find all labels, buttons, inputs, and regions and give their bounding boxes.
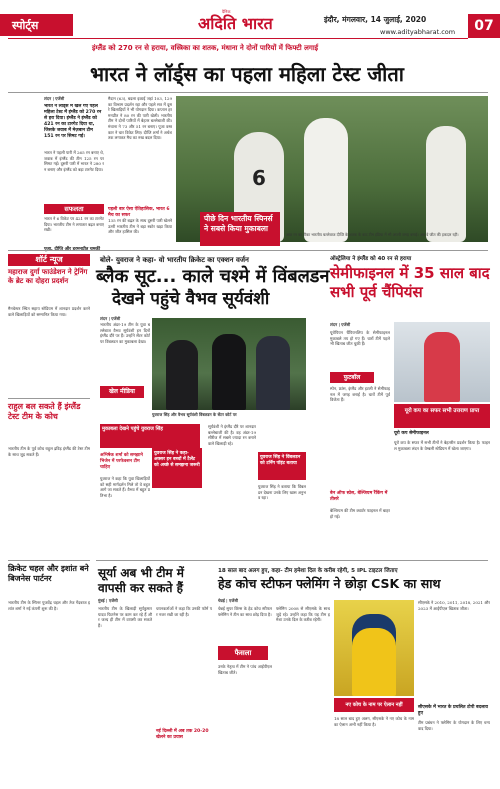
lead-body-col1: भारत ने पहली पारी में 265 रन बनाए थे, जवाब में इंग्लैंड की टीम 125 रन पर सिमट गई। दूसरी पारी में भारत ने 280 रन बनाए और इंग्लैंड को बड़ा टारगेट दिया। [44,150,104,172]
bottom-right-kicker: 18 साल बाद अलग हुए, कहा- टीम हमेशा दिल के करीब रहेगी, 5 IPL टाइटल जिताए [218,568,398,574]
lead-dateline: लंदन | एजेंसी [44,96,65,101]
page-number: 07 [468,14,500,38]
right-dateline: लंदन | एजेंसी [330,322,351,327]
player-figure-right [426,126,466,242]
bottom-right-body-c: फ्लेमिंग 2008 से सीएसके के साथ जुड़े रहे। उन्होंने कहा कि यह टीम हमेशा उनके दिल के करीब रहेगी। [276,606,330,623]
person-right [256,336,290,410]
player-jersey-number: 6 [252,166,266,190]
bottom-right-body-b: उनके नेतृत्व में टीम ने पांच आईपीएल खिताब जीते। [218,664,272,675]
right-tag: फुटबॉल [330,372,374,383]
side-item-2-body: भारतीय टीम के पूर्व कोच राहुल द्रविड़ इंग्लैंड की टेस्ट टीम के साथ जुड़ सकते हैं। [8,446,90,457]
center-box-2: युवराज सिंह ने कहा- अक्सर इन बच्चों में टैलेंट को अच्छे से समझना जरूरी [152,448,202,488]
right-subhead: बेन ऑफ स्प्रेस, बेल्जियम रैंकिंग में तीसरे [330,491,388,502]
bottom-right-body-f: टीम प्रबंधन ने फ्लेमिंग के योगदान के लिए धन्यवाद दिया। [418,720,490,731]
center-kicker: बोले- युवराज ने कहा- वो भारतीय क्रिकेट का एक्शन वर्जन [100,256,249,264]
right-side-box: यूरो कप का सफर सभी उत्तराण प्राप्त [394,404,490,428]
right-body-d: यूरो कप के सफर में सभी टीमों ने बेहतरीन प्रदर्शन किया है। फाइनल मुकाबला लंदन के वेम्बली स्टेडियम में खेला जाएगा। [394,440,490,451]
center-headline-1: ब्लैक सूट... काले चश्मे में विंबलडन [96,266,330,287]
player-figure-center [304,118,348,242]
lead-photo-caption: आठ रन का टीका भारतीय बल्लेबाज दीप्ति के शतक के बाद टीम इंडिया में भी अपनी जगह बनाई। अब वे जीत की हकदार रहीं। [286,232,459,237]
lead-subhead: पहली बार ऐसा ऐतिहासिक, भारत 6 मैच का सफर [108,207,170,218]
city-date: इंदौर, मंगलवार, 14 जुलाई, 2020 [324,15,427,24]
right-photo [394,322,490,402]
bottom-right-side-sub: सीएसके में भारत के प्रचलित टोपी बदलाव हुए [418,705,488,716]
logo-text: अदिति भारत [198,14,273,33]
lead-caption-box: पीछे दिन भारतीय स्पिनर्स ने सबसे किया मुकाबला [200,212,280,246]
website-url[interactable]: www.adityabharat.com [380,28,456,36]
bottom-left-body-b: चयनकर्ताओं ने कहा कि उनकी फॉर्म पर नजर रखी जा रही है। [156,606,212,617]
bottom-left-dateline: मुंबई | एजेंसी [98,598,118,603]
section-tab [0,14,73,36]
person-center [212,334,246,410]
bottom-right-dateline: चेन्नई | एजेंसी [218,598,238,603]
center-body-d: युवराज सिंह ने बताया कि विंबलडन देखना उनके लिए खास अनुभव रहा। [258,484,306,501]
center-body-c: सूर्यवंशी ने इंग्लैंड दौरे पर शानदार बल्लेबाजी की है। वह अंडर-19 सीरीज में सबसे ज्यादा रन बनाने वाले खिलाड़ी रहे। [208,424,256,446]
right-kicker: ऑस्ट्रेलिया ने इंग्लैंड को 40 रन से हराया [330,256,412,262]
center-body-a: भारतीय अंडर-19 टीम के युवा बल्लेबाज वैभव सूर्यवंशी इन दिनों इंग्लैंड दौरे पर हैं। उन्होंने सेंटर कोर्ट पर विंबलडन का मुकाबला देखा। [100,322,150,344]
person-left [166,340,198,410]
bottom-right-photo [334,600,414,696]
lead-headline: भारत ने लॉर्ड्स का पहला महिला टेस्ट जीता [90,62,404,86]
short-news-head: शॉर्ट न्यूज [8,254,90,266]
bottom-right-tag: फैसला [218,646,268,660]
masthead-divider [8,38,468,39]
bottom-right-headline: हेड कोच स्टीफन फ्लेमिंग ने छोड़ा CSK का साथ [218,576,441,591]
center-box-1: मुकाबला देखने पहुंचे युवराज सिंह [100,424,200,448]
center-sub-1: अभिषेक शर्मा को समझाने भिजेन में परफेक्शन टीम चाहिए [100,453,143,470]
side-item-1-title[interactable]: महाराज दुर्गा फाउंडेशन ने ट्रेनिंग के ब्रेट का दोहरा प्रदर्शन [8,268,88,285]
right-sub: यूरो कप सेमीफाइनल [394,431,429,436]
coach-figure [352,614,396,696]
center-box-3: युवराज सिंह ने विंबलडन को टर्निंग पॉइंट बताया [258,452,306,480]
bottom-left-headline: सूर्या अब भी टीम में वापसी कर सकते हैं [98,566,184,595]
logo-tagline: दैनिक [222,9,231,14]
bottom-right-body-d: 18 साल बाद हुए अलग, सीएसके ने नए कोच के नाम का ऐलान अभी नहीं किया है। [334,716,414,727]
side-item-1-body: मैनचेस्टर स्थित सहाय स्टेडियम में शानदार प्रदर्शन करने वाले खिलाड़ियों को सम्मानित किया गया। [8,306,90,317]
bottom-right-body-a: चेन्नई सुपर किंग्स के हेड कोच स्टीफन फ्लेमिंग ने टीम का साथ छोड़ दिया है। [218,606,272,617]
right-body-c: बेल्जियम की टीम क्वार्टर फाइनल में बाहर हो गई। [330,508,390,519]
center-photo-caption: युवराज सिंह और वैभव सूर्यवंशी विंबलडन के सेंटर कोर्ट पर [152,412,237,417]
lead-side-box-title: सफलता [44,204,104,214]
bottom-right-body-e: सीएसके ने 2010, 2011, 2018, 2021 और 2023 में आईपीएल खिताब जीता। [418,600,490,611]
lead-body-col2: मैदान (63), बदला इकाई जहां 103, 129 का विश्राम प्रदर्शन रहा और पहले सत्र में दूसरे खिलाड़ियों ने भी योगदान दिया। कप्तान हरमनप्रीत ने 80 रन की पारी खेली। भारतीय टीम ने दोनों पारियों में बेहतर बल्लेबाजी की। मंधाना ने 73 और 51 रन बनाए। पूजा वस्त्रकार ने चार विकेट लिए। दीप्ति शर्मा ने अर्धशतक लगाकर मैच का रुख बदल दिया। [108,96,172,141]
lead-divider [8,92,488,93]
lead-body-col2b: 135 रन की बढ़त के साथ दूसरी पारी खेलने उतरी भारतीय टीम ने बड़ा स्कोर खड़ा किया और जीत हासिल की। [108,218,172,235]
lead-kicker: इंग्लैंड को 270 रन से हराया, वस्त्रिका का शतक, मंधाना ने दोनों पारियों में फिफ्टी लगाई [92,44,319,52]
side-item-3-body: भारतीय टीम के स्पिनर युजवेंद्र चहल और तेज गेंदबाज इशांत शर्मा ने नई कंपनी शुरू की है। [8,600,90,611]
section-divider-1 [8,250,488,251]
side-divider-1 [8,398,90,399]
center-headline-2: देखने पहुंचे वैभव सूर्यवंशी [112,289,270,309]
right-body-b: स्पेन, फ्रांस, इंग्लैंड और इटली ने सेमीफाइनल में जगह बनाई है। चारों टीमें पूर्व विजेता हैं। [330,386,390,403]
masthead-logo [198,9,273,33]
right-body-a: यूरोपियन चैंपियनशिप के सेमीफाइनल मुकाबले तय हो गए हैं। चारों टीमें पहले भी खिताब जीत चुकी हैं। [330,330,390,347]
lead-box-sub [44,246,104,252]
center-tag: खेल मीडिया [100,386,144,398]
footballer-figure [424,332,460,402]
center-dateline: लंदन | एजेंसी [100,316,121,321]
side-divider-2 [8,560,90,561]
side-item-3-title[interactable]: क्रिकेट चहल और इशांत बने बिजनेस पार्टनर [8,564,89,583]
section-divider-2 [96,560,488,561]
section-label: स्पोर्ट्स [12,19,39,32]
center-photo [152,318,306,410]
right-headline: सेमीफाइनल में 35 साल बाद सभी पूर्व चैंपियंस [330,264,490,301]
center-body-b: युवराज ने कहा कि युवा खिलाड़ियों को सही मार्गदर्शन मिले तो वे बहुत आगे जा सकते हैं। वैभव में बहुत प्रतिभा है। [100,476,150,498]
bottom-left-body: भारतीय टीम के खिलाड़ी सूर्यकुमार यादव फिटनेस पर काम कर रहे हैं और जल्द ही टीम में वापसी कर सकते हैं। [98,606,152,628]
bottom-right-photo-caption: नए कोच के नाम पर ऐलान नहीं [334,698,414,712]
lead-body-col1b: भारत ने 6 विकेट पर 421 रन का टारगेट दिया। भारतीय टीम ने लगातार बढ़त बनाए रखी। [44,216,104,233]
bottom-left-sub: नई दिल्ली में अब तक 20-20 खेलने का प्रयास [156,729,209,740]
lead-intro: भारत ने लॉर्ड्स में खेले गए पहले महिला टेस्ट में इंग्लैंड को 270 रन से हरा दिया। इंग्लैंड ने इंग्लैंड को 421 रन का टारगेट दिया था, जिसके जवाब में मेज़बान टीम 151 रन पर सिमट गई। [44,104,102,139]
side-item-2-title[interactable]: राहुल बल सकते हैं इंग्लैंड टेस्ट टीम के कोच [8,402,81,421]
